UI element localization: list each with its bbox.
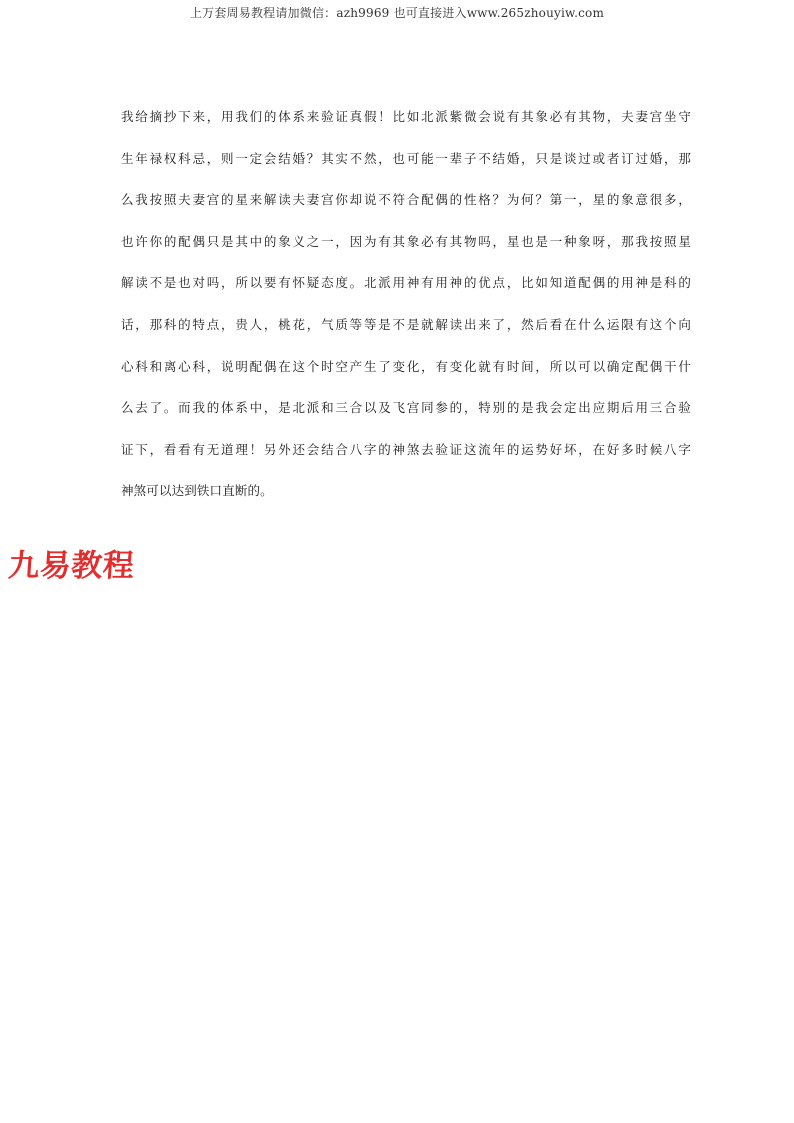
article-body	[121, 104, 691, 520]
article-line: 心科和离心科，说明配偶在这个时空产生了变化，有变化就有时间，所以可以确定配偶干什	[121, 358, 691, 374]
article-line: 证下，看看有无道理！另外还会结合八字的神煞去验证这流年的运势好坏，在好多时候八字	[121, 441, 691, 457]
article-line: 也许你的配偶只是其中的象义之一，因为有其象必有其物吗，星也是一种象呀，那我按照星	[121, 233, 691, 249]
article-line: 话，那科的特点，贵人，桃花，气质等等是不是就解读出来了，然后看在什么运限有这个向	[121, 316, 691, 332]
article-line: 我给摘抄下来，用我们的体系来验证真假！比如北派紫微会说有其象必有其物，夫妻宫坐守	[121, 109, 691, 124]
article-line: 神煞可以达到铁口直断的。	[121, 483, 273, 499]
article-line: 生年禄权科忌，则一定会结婚？其实不然，也可能一辈子不结婚，只是谈过或者订过婚，那	[121, 150, 691, 166]
article-line: 解读不是也对吗，所以要有怀疑态度。北派用神有用神的优点，比如知道配偶的用神是科的	[121, 275, 691, 291]
header-promo-text: 上万套周易教程请加微信：azh9969 也可直接进入www.265zhouyiw.com	[189, 6, 605, 20]
article-line: 么我按照夫妻宫的星来解读夫妻宫你却说不符合配偶的性格？为何？第一，星的象意很多，	[121, 192, 691, 208]
article-line: 么去了。而我的体系中，是北派和三合以及飞宫同参的，特别的是我会定出应期后用三合验	[121, 400, 691, 416]
brand-logo: 九易教程	[7, 548, 136, 584]
